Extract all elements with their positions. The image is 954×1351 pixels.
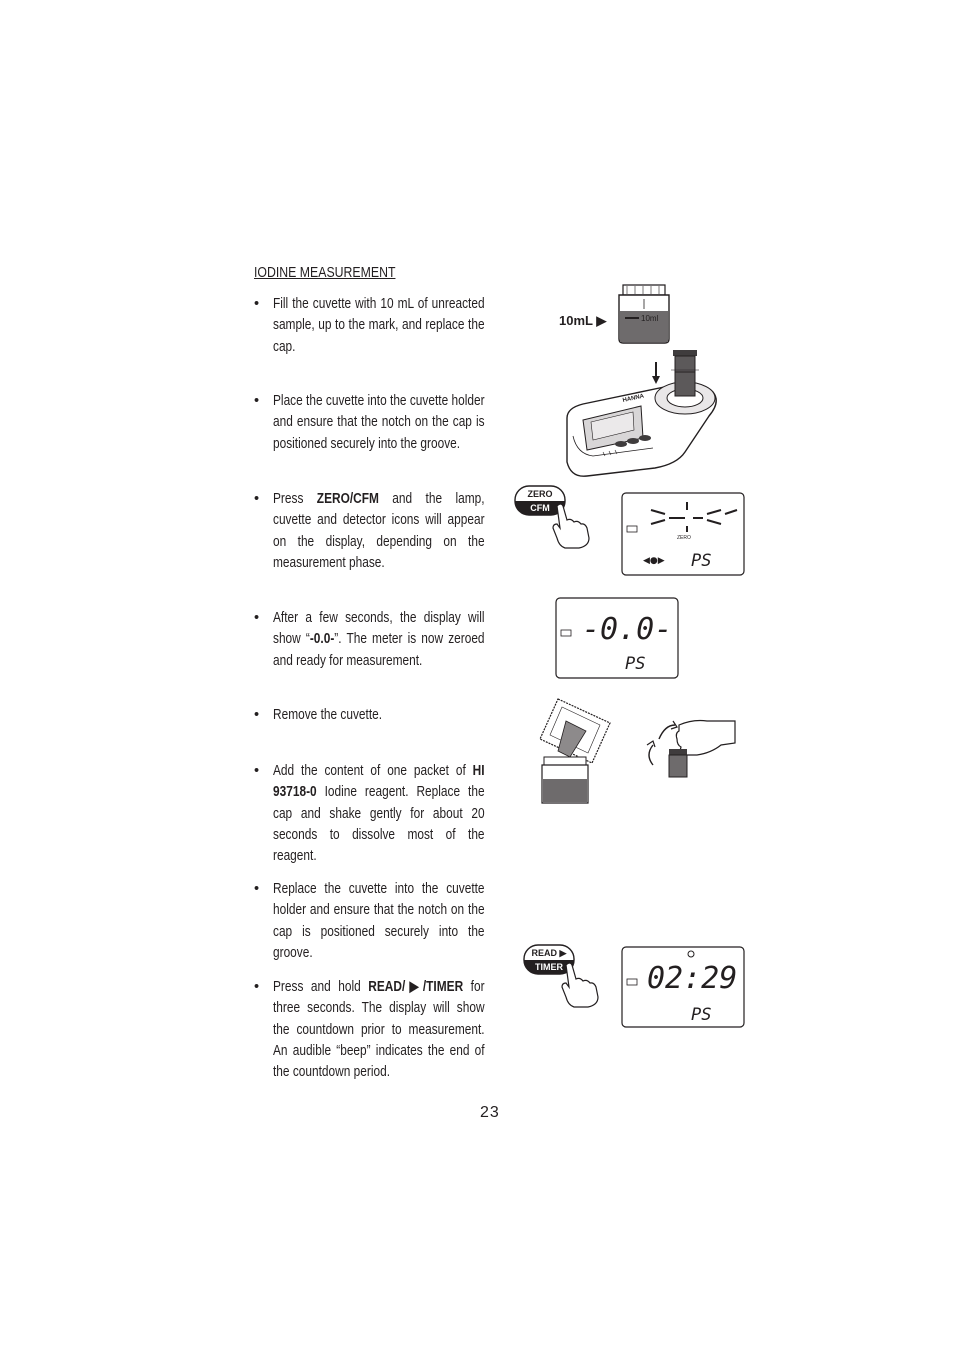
zero-key-line1: ZERO [527,489,553,499]
pointing-hand-icon [562,963,598,1007]
read-key-line2: TIMER [535,962,563,972]
bullet: • [254,610,260,626]
page-number: 23 [480,1104,500,1121]
zero-key-line2: CFM [530,503,550,513]
meter-illustration [563,340,723,480]
cuvette-mark-label: 10ml [641,314,659,323]
display-program-code: PS [691,1005,712,1025]
read-timer-key-illustration [522,943,602,1005]
display-program-code: PS [625,654,646,674]
zero-cfm-key-name: ZERO/CFM [316,491,379,507]
display-program-code: PS [691,551,712,571]
cuvette-volume-label: 10mL ▶ [559,313,607,328]
cuvette-fill-illustration [555,283,675,345]
bullet: • [254,491,260,507]
display-zeroing [621,492,745,576]
bullet: • [254,979,260,995]
meter-brand: HANNA [622,393,645,404]
display-zeroed-value: -0.0- [582,612,673,647]
shake-cuvette-illustration [643,715,739,779]
bullet: • [254,707,260,723]
read-timer-key-name: READ/▶/TIMER [368,979,464,995]
section-title: IODINE MEASUREMENT [254,264,396,281]
bullet: • [254,393,260,409]
bullet: • [254,763,260,779]
reagent-code: HI 93718-0 [273,763,485,801]
bullet: • [254,296,260,312]
pointing-hand-icon [553,504,589,548]
add-reagent-illustration [536,695,616,807]
lamp-cuvette-detector-icons: ◀●▶ [643,556,665,566]
read-key-line1: READ ▶ [531,948,567,958]
display-countdown-value: 02:29 [647,961,738,996]
display-zeroed [555,597,679,679]
display-countdown [621,946,745,1028]
zero-cfm-key-illustration [513,484,593,546]
display-zero-label: ZERO [677,535,691,541]
bullet: • [254,881,260,897]
